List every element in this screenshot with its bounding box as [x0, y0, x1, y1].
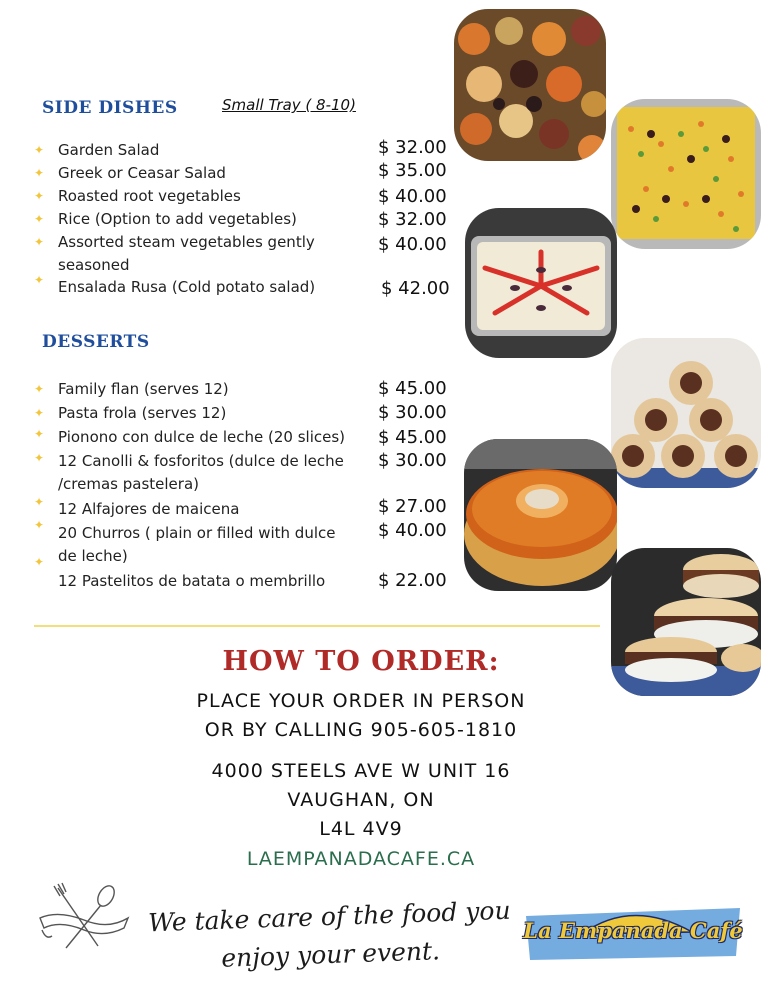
item-name: Greek or Ceasar Salad [58, 164, 226, 182]
star-bullet-icon: ✦ [34, 273, 45, 287]
yellow-rice-photo [611, 99, 761, 249]
menu-item [34, 208, 454, 231]
logo-text: La Empanada Café [523, 918, 743, 943]
la-empanada-cafe-logo [522, 904, 744, 962]
tagline: We take care of the food you enjoy your event. [147, 895, 511, 973]
item-name: Roasted root vegetables [58, 187, 241, 205]
item-price: $ 40.00 [378, 520, 447, 541]
item-price: $ 30.00 [378, 402, 447, 423]
item-name: Pasta frola (serves 12) [58, 404, 227, 422]
item-price: $ 45.00 [378, 378, 447, 399]
section-divider [34, 625, 600, 627]
roasted-vegetables-photo [454, 9, 606, 161]
star-bullet-icon: ✦ [34, 166, 45, 180]
item-price: $ 27.00 [378, 496, 447, 517]
star-bullet-icon: ✦ [34, 495, 45, 509]
menu-item [34, 231, 454, 276]
address-street: 4000 STEELS AVE W UNIT 16 [211, 760, 511, 782]
desserts-title: DESSERTS [42, 332, 150, 352]
side-dishes-list [34, 139, 454, 299]
item-name: 12 Pastelitos de batata o membrillo [58, 572, 326, 590]
how-to-order-title: HOW TO ORDER: [222, 646, 500, 677]
item-name: Assorted steam vegetables gently seasoned [58, 233, 315, 274]
item-price: $ 35.00 [378, 160, 447, 181]
star-bullet-icon: ✦ [34, 555, 45, 569]
potato-salad-photo [465, 208, 617, 358]
menu-item [34, 518, 454, 570]
menu-item [34, 555, 454, 594]
star-bullet-icon: ✦ [34, 518, 45, 532]
side-dishes-title: SIDE DISHES [42, 98, 178, 118]
item-name: Pionono con dulce de leche (20 slices) [58, 428, 345, 446]
item-price: $ 22.00 [378, 570, 447, 591]
cutlery-ribbon-icon [38, 882, 130, 954]
menu-item [34, 378, 454, 402]
tray-size-label: Small Tray ( 8-10) [222, 96, 356, 114]
order-instructions-line-1: PLACE YOUR ORDER IN PERSON [196, 690, 526, 712]
star-bullet-icon: ✦ [34, 212, 45, 226]
star-bullet-icon: ✦ [34, 189, 45, 203]
item-price: $ 42.00 [381, 278, 450, 299]
item-price: $ 32.00 [378, 209, 447, 230]
menu-item [34, 273, 454, 299]
flan-photo [464, 439, 617, 591]
menu-item [34, 426, 454, 450]
menu-item [34, 139, 454, 162]
star-bullet-icon: ✦ [34, 143, 45, 157]
star-bullet-icon: ✦ [34, 382, 45, 396]
desserts-list [34, 378, 454, 594]
item-price: $ 40.00 [378, 234, 447, 255]
address-city: VAUGHAN, ON [287, 789, 435, 811]
item-price: $ 45.00 [378, 427, 447, 448]
menu-item [34, 402, 454, 426]
star-bullet-icon: ✦ [34, 235, 45, 249]
star-bullet-icon: ✦ [34, 406, 45, 420]
menu-item [34, 450, 454, 498]
order-instructions-line-2: OR BY CALLING 905-605-1810 [204, 719, 518, 741]
item-price: $ 30.00 [378, 450, 447, 471]
menu-item [34, 495, 454, 522]
menu-item [34, 162, 454, 185]
item-name: Rice (Option to add vegetables) [58, 210, 297, 228]
star-bullet-icon: ✦ [34, 427, 45, 441]
menu-item [34, 185, 454, 208]
item-price: $ 32.00 [378, 137, 447, 158]
item-name: 12 Alfajores de maicena [58, 500, 240, 518]
item-name: Garden Salad [58, 141, 160, 159]
item-name: 12 Canolli & fosforitos (dulce de leche /cremas pastelera) [58, 452, 344, 493]
website-link[interactable]: LAEMPANADACAFE.CA [246, 848, 476, 870]
item-name: 20 Churros ( plain or filled with dulce de leche) [58, 524, 336, 565]
item-price: $ 40.00 [378, 186, 447, 207]
item-name: Family flan (serves 12) [58, 380, 229, 398]
item-name: Ensalada Rusa (Cold potato salad) [58, 278, 316, 296]
churros-photo [611, 338, 761, 488]
star-bullet-icon: ✦ [34, 451, 45, 465]
address-postal-code: L4L 4V9 [319, 818, 403, 840]
